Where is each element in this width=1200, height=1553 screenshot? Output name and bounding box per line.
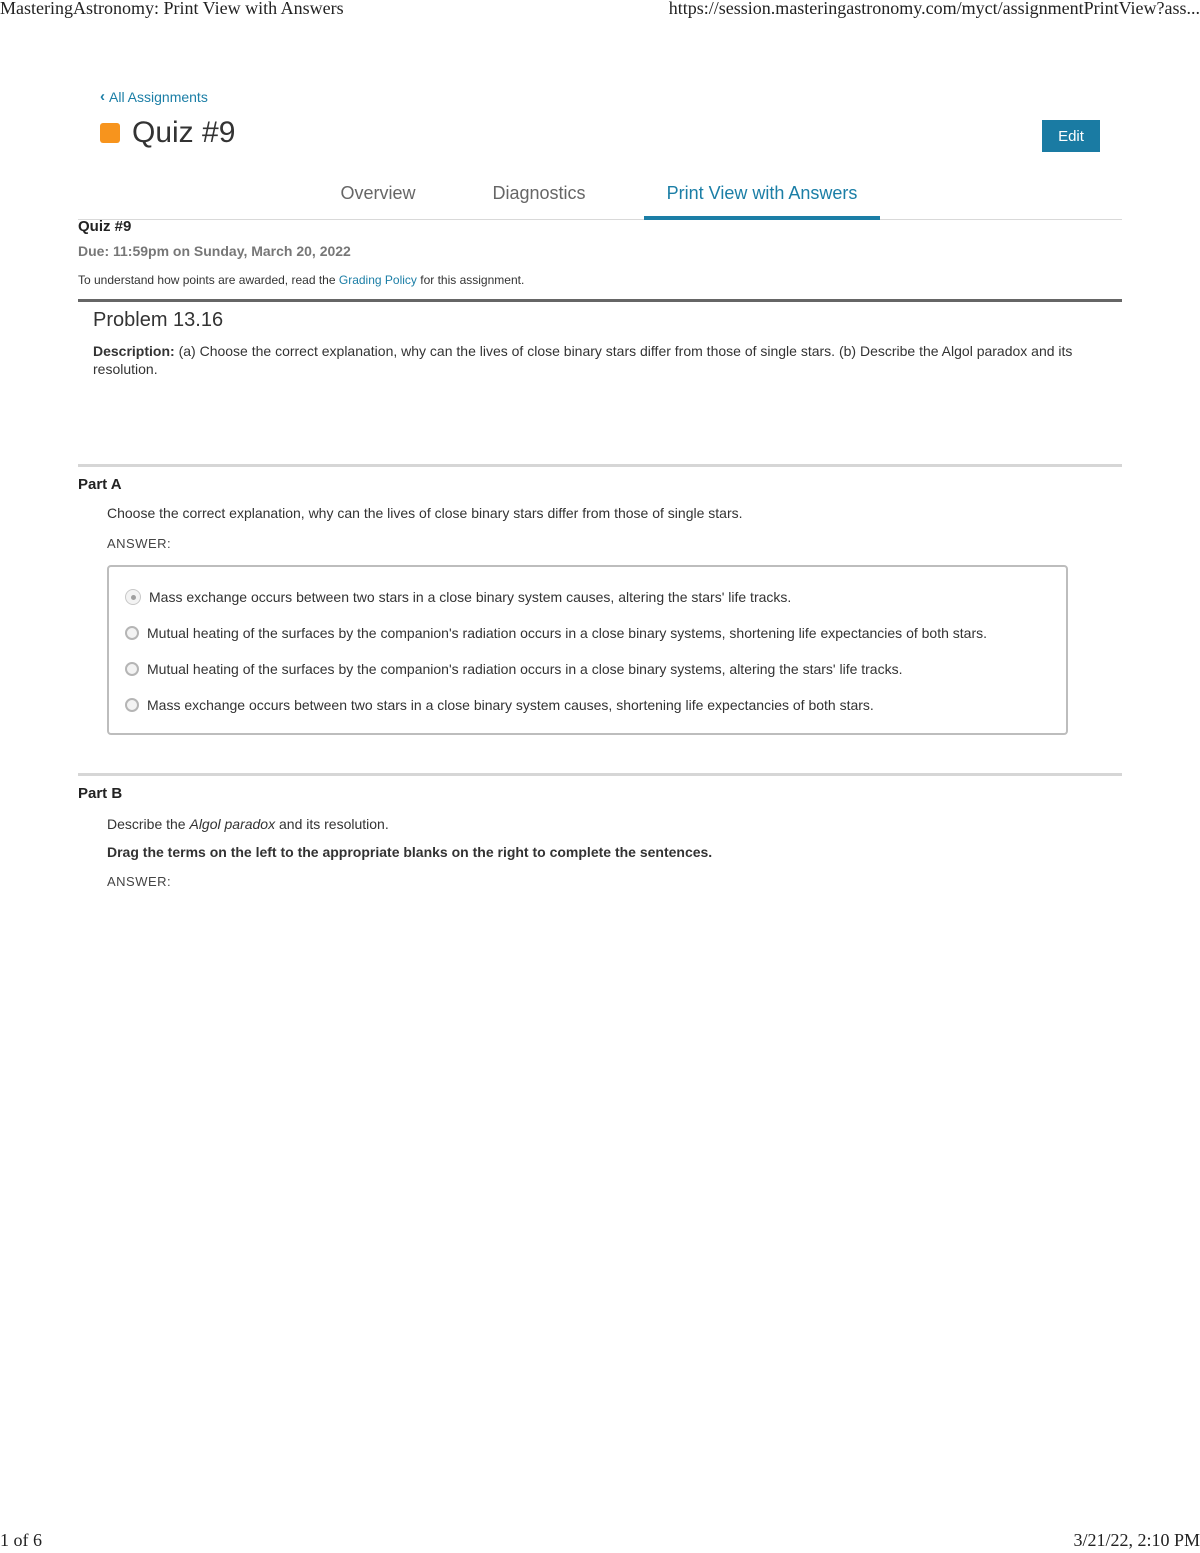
part-a-answer-box (107, 565, 1068, 735)
grading-policy-link[interactable]: Grading Policy (338, 273, 417, 287)
part-a-divider (78, 464, 1122, 467)
part-a-answer-label: ANSWER: (107, 536, 172, 551)
problem-description (93, 342, 1093, 378)
problem-title: Problem 13.16 (93, 309, 224, 331)
print-header (0, 0, 1200, 20)
part-b-label: Part B (78, 785, 123, 802)
radio-selected-icon[interactable] (125, 589, 141, 605)
description-label: Description: (93, 343, 175, 359)
assignment-status-icon (100, 123, 120, 143)
assignment-due-date: Due: 11:59pm on Sunday, March 20, 2022 (78, 243, 351, 259)
radio-icon[interactable] (125, 662, 139, 676)
part-a-question: Choose the correct explanation, why can the lives of close binary stars differ from those of single stars. (107, 505, 743, 521)
answer-option[interactable] (125, 589, 791, 605)
edit-button[interactable]: Edit (1042, 120, 1100, 152)
tab-diagnostics[interactable]: Diagnostics (492, 182, 586, 203)
description-text: (a) Choose the correct explanation, why can the lives of close binary stars differ from those of single stars. (b) Describe the Algol paradox and its resolution. (93, 343, 1073, 377)
tab-print-view-with-answers[interactable]: Print View with Answers (644, 170, 880, 220)
print-timestamp: 3/21/22, 2:10 PM (1073, 1530, 1200, 1550)
answer-option-text: Mutual heating of the surfaces by the companion's radiation occurs in a close binary systems, altering the stars' life tracks. (147, 661, 903, 677)
part-a-label: Part A (78, 476, 122, 493)
part-b-question-term: Algol paradox (189, 816, 276, 832)
grading-policy-note (78, 273, 524, 287)
page-title: Quiz #9 (132, 116, 236, 149)
part-b-divider (78, 773, 1122, 776)
page-count: 1 of 6 (0, 1530, 42, 1550)
part-b-question-suffix: and its resolution. (279, 816, 389, 832)
answer-option[interactable] (125, 625, 987, 641)
section-divider (78, 299, 1122, 302)
answer-option[interactable] (125, 697, 874, 713)
grading-policy-prefix: To understand how points are awarded, read the (78, 273, 336, 287)
tab-bar (78, 170, 1122, 220)
part-b-question (107, 816, 389, 832)
assignment-title: Quiz #9 (78, 218, 132, 235)
grading-policy-suffix: for this assignment. (420, 273, 525, 287)
part-b-instruction: Drag the terms on the left to the appropriate blanks on the right to complete the sentences. (107, 844, 713, 860)
part-b-answer-label: ANSWER: (107, 874, 172, 889)
answer-option-text: Mutual heating of the surfaces by the companion's radiation occurs in a close binary systems, shortening life expectancies of both stars. (147, 625, 988, 641)
answer-option-text: Mass exchange occurs between two stars in a close binary system causes, shortening life expectancies of both stars. (147, 697, 874, 713)
print-footer (0, 1530, 1200, 1552)
chevron-left-icon: ‹ (100, 88, 105, 105)
page-title-row (100, 116, 235, 150)
tab-overview[interactable]: Overview (340, 182, 416, 203)
all-assignments-link[interactable] (100, 88, 208, 105)
answer-option[interactable] (125, 661, 903, 677)
answer-option-text: Mass exchange occurs between two stars in a close binary system causes, altering the stars' life tracks. (149, 589, 792, 605)
print-header-url: https://session.masteringastronomy.com/myct/assignmentPrintView?ass... (668, 0, 1200, 18)
print-header-title: MasteringAstronomy: Print View with Answers (0, 0, 344, 18)
radio-icon[interactable] (125, 698, 139, 712)
part-b-question-prefix: Describe the (107, 816, 186, 832)
radio-icon[interactable] (125, 626, 139, 640)
all-assignments-label: All Assignments (109, 88, 208, 105)
